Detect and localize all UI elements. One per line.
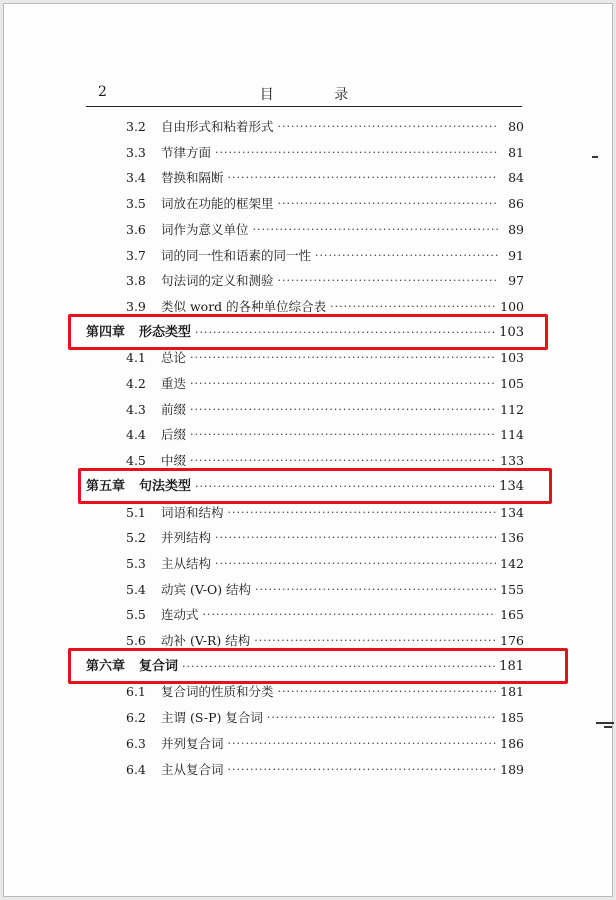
entry-number: 5.4 [126,581,146,597]
entry-title: 自由形式和粘着形式 [161,119,274,134]
entry-number: 6.2 [126,710,146,726]
entry-title: 词放在功能的框架里 [161,196,274,212]
dot-leader [203,604,497,626]
entry-page-number: 103 [500,350,524,366]
entry-number: 3.5 [126,196,146,212]
section-entry [126,527,524,549]
dot-leader [315,245,498,267]
section-entry [126,733,524,755]
dot-leader [278,270,498,292]
entry-title: 后缀 [161,427,187,443]
entry-number: 3.9 [126,298,146,314]
entry-title: 复合词 [139,658,179,674]
entry-page-number: 134 [499,478,524,494]
entry-page-number: 155 [500,581,524,597]
dot-leader [215,553,496,575]
entry-title: 替换和隔断 [161,170,224,186]
section-entry [126,347,524,369]
entry-page-number: 186 [500,735,524,751]
dot-leader [278,116,498,138]
entry-page-number: 86 [508,196,524,212]
entry-page-number: 142 [500,555,524,571]
entry-title: 句法词的定义和测验 [161,273,274,289]
document-page [3,3,613,897]
page-number: 2 [98,84,107,100]
entry-title: 节律方面 [161,144,212,160]
running-title: 目 录 [259,87,377,103]
entry-page-number: 165 [500,607,524,623]
dot-leader [253,219,498,241]
entry-page-number: 81 [508,144,524,160]
dot-leader [255,579,496,601]
section-entry [126,219,524,241]
section-entry [126,707,524,729]
section-entry [126,502,524,524]
section-entry [126,604,524,626]
section-entry [126,245,524,267]
entry-title: 并列结构 [161,530,212,546]
entry-title: 前缀 [161,401,187,417]
entry-title: 词作为意义单位 [161,221,249,237]
dot-leader [228,733,497,755]
entry-page-number: 185 [500,710,524,726]
entry-page-number: 105 [500,376,524,391]
entry-page-number: 176 [500,633,524,648]
entry-number: 3.6 [126,221,146,237]
dot-leader [190,424,496,446]
entry-title: 句法类型 [139,478,192,494]
entry-page-number: 97 [508,273,524,289]
section-entry [126,116,524,138]
table-of-contents [4,4,612,896]
entry-number: 第五章 [86,478,126,494]
chapter-highlight-box [68,648,568,684]
entry-page-number: 189 [500,761,524,777]
chapter-highlight-box [78,468,552,504]
entry-number: 3.7 [126,247,146,263]
entry-number: 5.5 [126,607,146,623]
dot-leader [228,502,497,524]
entry-number: 6.4 [126,761,146,777]
entry-number: 第六章 [86,658,126,674]
entry-number: 5.6 [126,633,146,648]
entry-number: 4.3 [126,401,146,417]
entry-number: 4.5 [126,453,146,469]
section-entry [126,399,524,421]
entry-page-number: 84 [508,170,524,186]
entry-number: 4.4 [126,427,146,443]
entry-number: 3.8 [126,273,146,289]
section-entry [126,270,524,292]
entry-number: 5.3 [126,555,146,571]
entry-title: 主谓 (S-P) 复合词 [161,710,263,726]
dot-leader [228,759,497,781]
entry-page-number: 181 [499,658,524,674]
entry-page-number: 114 [500,427,524,443]
entry-title: 动宾 (V-O) 结构 [161,581,252,597]
entry-title: 类似 word 的各种单位综合表 [161,298,327,314]
dot-leader [228,167,498,189]
section-entry [126,579,524,601]
dot-leader [278,681,497,703]
entry-title: 动补 (V-R) 结构 [161,633,251,648]
entry-title: 重迭 [161,376,187,391]
entry-page-number: 91 [508,247,524,263]
entry-number: 5.1 [126,504,146,520]
entry-title: 并列复合词 [161,735,224,751]
section-entry [126,553,524,575]
dot-leader [215,142,498,164]
chapter-highlight-box [68,314,548,350]
entry-page-number: 89 [508,221,524,237]
entry-number: 3.4 [126,170,146,186]
entry-number: 5.2 [126,530,146,546]
section-entry [126,681,524,703]
section-entry [126,759,524,781]
section-entry [126,373,524,395]
entry-page-number: 80 [508,119,524,134]
entry-title: 中缀 [161,453,187,469]
dot-leader [190,399,496,421]
entry-title: 连动式 [161,607,199,623]
entry-title: 词语和结构 [161,504,224,520]
entry-title: 总论 [161,350,187,366]
entry-page-number: 134 [500,504,524,520]
entry-title: 主从结构 [161,555,212,571]
entry-number: 第四章 [86,324,126,340]
entry-page-number: 103 [499,324,524,340]
entry-page-number: 136 [500,530,524,546]
entry-number: 3.3 [126,144,146,160]
dot-leader [215,527,496,549]
entry-page-number: 100 [500,298,524,314]
entry-title: 词的同一性和语素的同一性 [161,247,312,263]
section-entry [126,167,524,189]
entry-number: 4.1 [126,350,146,366]
entry-number: 4.2 [126,376,146,391]
dot-leader [278,193,498,215]
entry-page-number: 133 [500,453,524,469]
entry-page-number: 112 [500,401,524,417]
entry-page-number: 181 [500,684,524,700]
entry-number: 6.1 [126,684,146,700]
entry-number: 6.3 [126,735,146,751]
dot-leader [267,707,496,729]
entry-title: 形态类型 [139,324,192,340]
section-entry [126,424,524,446]
entry-title: 复合词的性质和分类 [161,684,274,700]
entry-number: 3.2 [126,119,146,134]
section-entry [126,193,524,215]
dot-leader [190,373,496,395]
section-entry [126,142,524,164]
entry-title: 主从复合词 [161,761,224,777]
dot-leader [190,347,496,369]
